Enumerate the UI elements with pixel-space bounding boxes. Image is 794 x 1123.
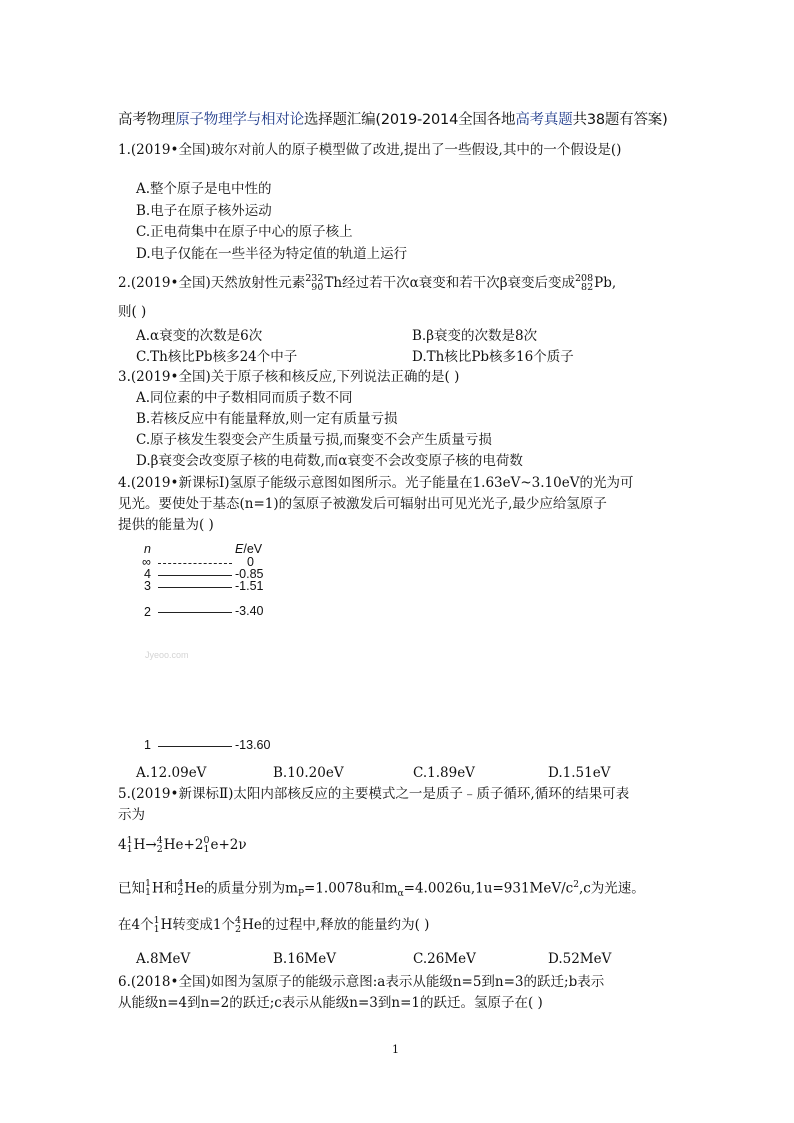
q4-stem-line3: 提供的能量为( ) [118,517,214,533]
q5-stem-line2: 示为 [118,807,145,823]
level-n-label: ∞ [142,555,151,569]
title-link[interactable]: 原子物理学与相对论 [175,112,304,128]
q4-stem-line2: 见光。要使处于基态(n=1)的氢原子被激发后可辐射出可见光光子,最少应给氢原子 [118,496,607,512]
q5-option-c: C.26MeV [413,951,476,967]
q3-option-c: C.原子核发生裂变会产生质量亏损,而聚变不会产生质量亏损 [136,432,492,448]
q5-reaction-equation: 4 1 1 H→ 4 2 He+2 0 1 e+2ν [118,834,247,855]
q4-option-d: D.1.51eV [548,765,611,781]
level-line-infinity [158,563,232,564]
q4-stem-line1: 4.(2019•新课标Ⅰ)氢原子能级示意图如图所示。光子能量在1.63eV~3.10eV的光为可 [118,475,634,491]
q4-option-b: B.10.20eV [273,765,344,781]
q3-stem: 3.(2019•全国)关于原子核和核反应,下列说法正确的是( ) [118,369,460,385]
q6-stem-line1: 6.(2018•全国)如图为氢原子的能级示意图:a表示从能级n=5到n=3的跃迁;b表示 [118,974,605,990]
q1-option-a: A.整个原子是电中性的 [136,181,272,197]
q2-option-d: D.Th核比Pb核多16个质子 [412,349,574,365]
q5-option-a: A.8MeV [136,951,191,967]
page-title [118,108,688,129]
q4-option-a: A.12.09eV [136,765,207,781]
title-link[interactable]: 高考真题 [515,112,573,128]
level-energy-label: -3.40 [235,604,264,618]
q5-question: 在4个 1 1 H转变成1个 4 2 He的过程中,释放的能量约为( ) [118,914,430,935]
level-n-label: 1 [144,738,151,752]
level-energy-label: -0.85 [235,567,264,581]
level-n-label: 2 [144,605,151,619]
q3-option-d: D.β衰变会改变原子核的电荷数,而α衰变不会改变原子核的电荷数 [136,453,523,469]
level-n-label: 3 [144,579,151,593]
q3-option-b: B.若核反应中有能量释放,则一定有质量亏损 [136,411,398,427]
q3-option-a: A.同位素的中子数相同而质子数不同 [136,390,353,406]
level-line-2 [158,612,232,613]
q1-stem: 1.(2019•全国)玻尔对前人的原子模型做了改进,提出了一些假设,其中的一个假设是() [118,142,622,158]
title-part: 选择题汇编(2019-2014全国各地 [303,112,516,128]
q2-option-a: A.α衰变的次数是6次 [136,328,263,344]
q2-stem-cont: 则( ) [118,304,147,320]
level-line-4 [158,575,232,576]
q1-option-b: B.电子在原子核外运动 [136,203,272,219]
q5-option-d: D.52MeV [548,951,612,967]
q5-given-masses: 已知 1 1 H和 4 2 He的质量分别为$m_P=1.0078u$和$m_\alpha=4.0026u,1u=931MeV/c^2,c$为光速。 [118,878,645,900]
q5-stem-line1: 5.(2019•新课标Ⅱ)太阳内部核反应的主要模式之一是质子﹣质子循环,循环的结果可表 [118,786,630,802]
watermark: Jyeoo.com [145,650,189,660]
level-energy-label: -13.60 [235,738,271,752]
q5-option-b: B.16MeV [273,951,336,967]
q2-option-b: B.β衰变的次数是8次 [412,328,538,344]
q2-option-c: C.Th核比Pb核多24个中子 [136,349,298,365]
th-nuclide-numbers: 232 90 [305,272,324,293]
pb-nuclide-numbers: 208 82 [575,272,594,293]
level-n-label: 4 [144,567,151,581]
q2-stem: 2.(2019•全国)天然放射性元素 232 90 Th经过若干次α衰变和若干次β衰变后变成 208 82 Pb, [118,272,617,293]
q1-option-d: D.电子仅能在一些半径为特定值的轨道上运行 [136,246,408,262]
q4-option-c: C.1.89eV [413,765,475,781]
title-part: 共38题有答案) [572,112,668,128]
q1-option-c: C.正电荷集中在原子中心的原子核上 [136,224,353,240]
level-energy-label: 0 [247,555,254,569]
page-number: 1 [392,1043,399,1056]
level-line-1 [158,746,232,747]
title-part: 高考物理 [118,112,176,128]
energy-axis-label: E/eV [235,542,263,556]
n-axis-label: n [144,542,151,556]
q6-stem-line2: 从能级n=4到n=2的跃迁;c表示从能级n=3到n=1的跃迁。氢原子在( ) [118,995,543,1011]
level-line-3 [158,587,232,588]
level-energy-label: -1.51 [235,579,264,593]
